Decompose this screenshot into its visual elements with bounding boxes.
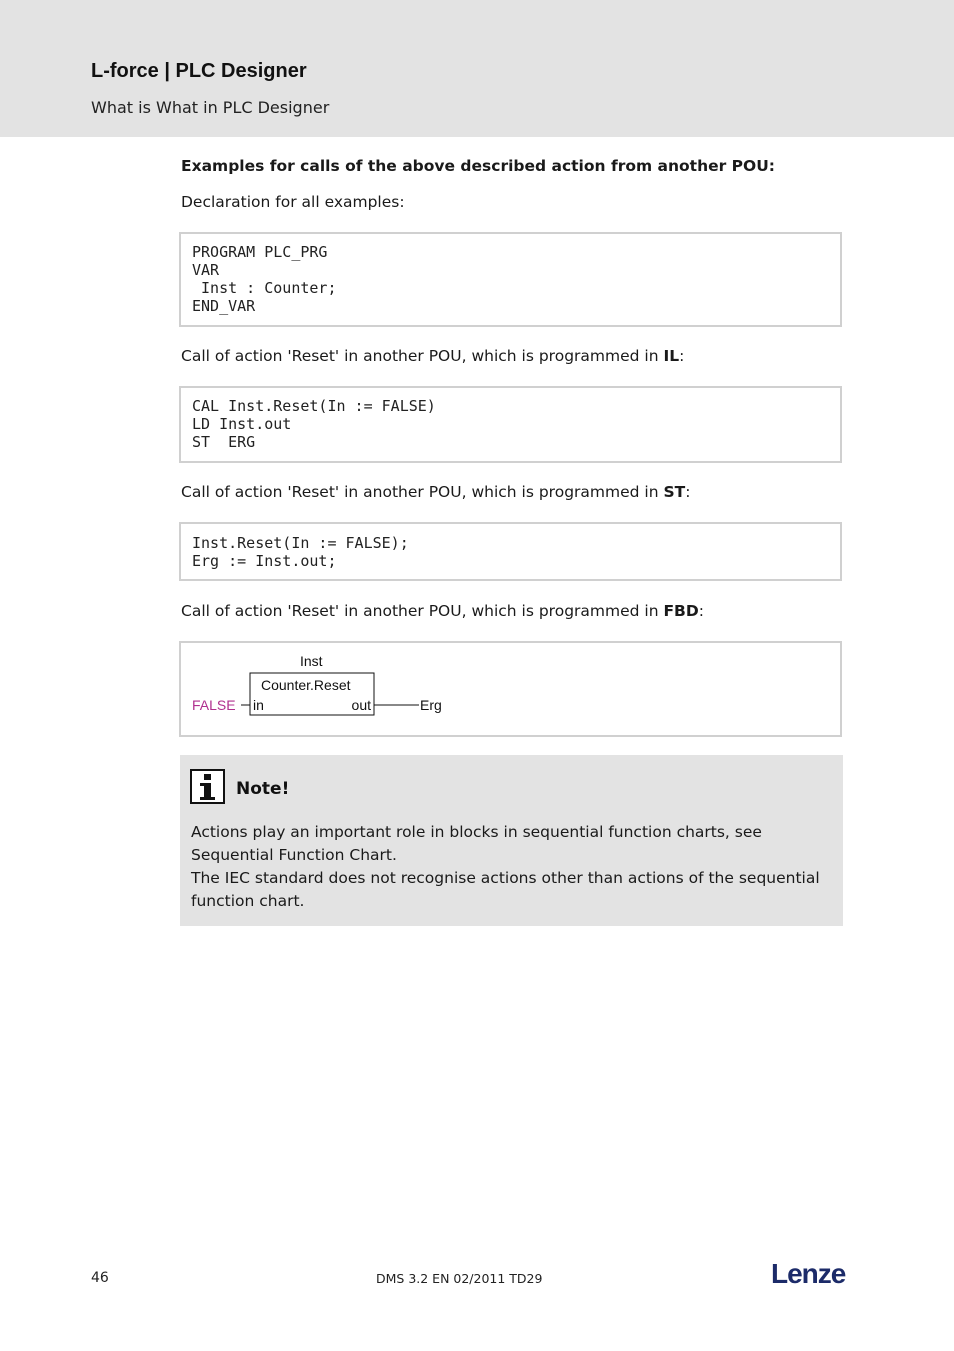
info-icon (190, 769, 225, 804)
fbd-input-value: FALSE (192, 697, 236, 713)
fbd-output-value: Erg (420, 697, 442, 713)
note-title: Note! (236, 779, 290, 799)
st-language-label: ST (663, 483, 686, 501)
code-line: ST ERG (192, 433, 256, 451)
examples-heading: Examples for calls of the above described action from another POU: (181, 157, 775, 175)
note-line: Sequential Function Chart. (191, 846, 397, 864)
declaration-code-box (179, 232, 842, 327)
fbd-output-pin: out (351, 697, 371, 713)
il-language-label: IL (663, 347, 680, 365)
st-call-text-after: : (685, 483, 691, 501)
note-line: The IEC standard does not recognise actions other than actions of the sequential (191, 869, 820, 887)
code-line: Erg := Inst.out; (192, 552, 337, 570)
fbd-call-text-after: : (698, 602, 704, 620)
fbd-call-text-before: Call of action 'Reset' in another POU, which is programmed in (181, 602, 664, 620)
code-line: LD Inst.out (192, 415, 292, 433)
fbd-call-text (181, 602, 704, 620)
il-code-box (179, 386, 842, 463)
declaration-code (192, 243, 337, 315)
fbd-diagram-box (179, 641, 842, 737)
document-reference: DMS 3.2 EN 02/2011 TD29 (376, 1271, 543, 1286)
st-call-text (181, 483, 690, 501)
document-title: L-force | PLC Designer (91, 60, 307, 82)
fbd-input-pin: in (253, 697, 264, 713)
note-box (180, 755, 843, 926)
st-code-box (179, 522, 842, 581)
code-line: VAR (192, 261, 220, 279)
note-line: function chart. (191, 892, 305, 910)
fbd-instance-name: Inst (300, 653, 323, 669)
il-code (192, 397, 436, 451)
page-header (0, 0, 954, 137)
code-line: CAL Inst.Reset(In := FALSE) (192, 397, 436, 415)
declaration-label: Declaration for all examples: (181, 193, 405, 211)
fbd-diagram (181, 643, 840, 735)
il-call-text-after: : (679, 347, 685, 365)
il-call-text (181, 347, 684, 365)
code-line: Inst : Counter; (192, 279, 337, 297)
code-line: END_VAR (192, 297, 256, 315)
code-line: Inst.Reset(In := FALSE); (192, 534, 409, 552)
lenze-logo: Lenze (771, 1258, 846, 1289)
document-subtitle: What is What in PLC Designer (91, 98, 330, 117)
fbd-language-label: FBD (663, 602, 699, 620)
page-number: 46 (91, 1270, 109, 1286)
code-line: PROGRAM PLC_PRG (192, 243, 328, 261)
il-call-text-before: Call of action 'Reset' in another POU, which is programmed in (181, 347, 664, 365)
st-call-text-before: Call of action 'Reset' in another POU, which is programmed in (181, 483, 664, 501)
st-code (192, 534, 409, 570)
note-line: Actions play an important role in blocks in sequential function charts, see (191, 823, 762, 841)
fbd-block-name: Counter.Reset (261, 677, 351, 693)
